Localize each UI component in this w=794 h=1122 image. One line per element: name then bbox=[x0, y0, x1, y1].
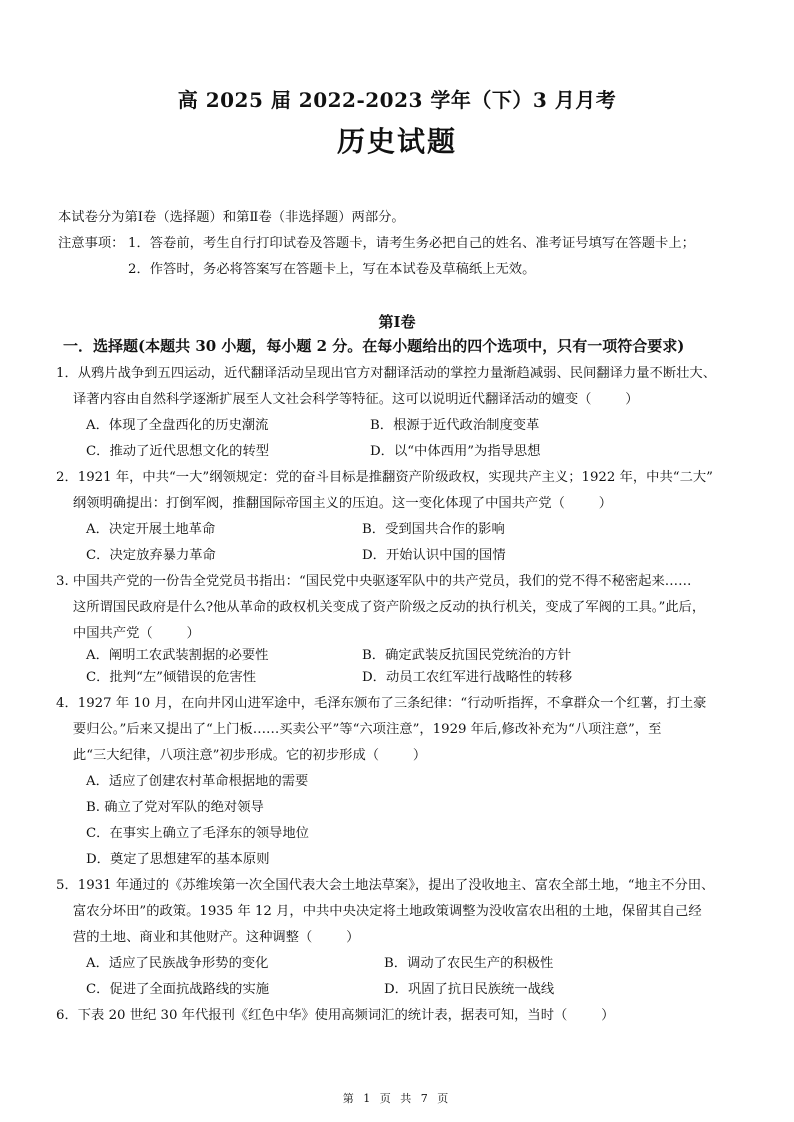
question-stem-line: 纲领明确提出：打倒军阀，推翻国际帝国主义的压迫。这一变化体现了中国共产党（ ） bbox=[56, 496, 613, 511]
option-b: B．受到国共合作的影响 bbox=[362, 522, 505, 537]
option-c: C．促进了全面抗战路线的实施 bbox=[86, 982, 270, 997]
note-1: 1．答卷前，考生自行打印试卷及答题卡，请考生务必把自己的姓名、准考证号填写在答题卡上； bbox=[128, 236, 695, 251]
question-stem-line: 译著内容由自然科学逐渐扩展至人文社会科学等特征。这可以说明近代翻译活动的嬗变（ ） bbox=[56, 392, 639, 407]
question-stem-line: 5．1931 年通过的《苏维埃第一次全国代表大会土地法草案》，提出了没收地主、富农全部土地，“地主不分田、 bbox=[56, 878, 715, 893]
option-b: B．确定武装反抗国民党统治的方针 bbox=[362, 648, 572, 663]
part-heading: 一．选择题(本题共 30 小题，每小题 2 分。在每小题给出的四个选项中，只有一项符合要求) bbox=[63, 337, 685, 355]
question-stem-line: 此“三大纪律，八项注意”初步形成。它的初步形成（ ） bbox=[56, 748, 427, 763]
question-stem-line: 富农分坏田”的政策。1935 年 12 月，中共中央决定将土地政策调整为没收富农出租的土地，保留其自己经 bbox=[56, 904, 702, 919]
option-d: D．奠定了思想建军的基本原则 bbox=[86, 852, 270, 867]
question-stem-line: 中国共产党（ ） bbox=[56, 626, 200, 641]
question-stem-line: 营的土地、商业和其他财产。这种调整（ ） bbox=[56, 930, 360, 945]
option-a: A．阐明工农武装割据的必要性 bbox=[86, 648, 269, 663]
option-d: D．开始认识中国的国情 bbox=[362, 548, 506, 563]
question-stem-line: 3. 中国共产党的一份告全党党员书指出：“国民党中央驱逐军队中的共产党员，我们的党不得不秘密起来…… bbox=[56, 574, 692, 589]
option-b: B．根源于近代政治制度变革 bbox=[370, 418, 540, 433]
option-a: A．决定开展土地革命 bbox=[86, 522, 216, 537]
option-c: C．在事实上确立了毛泽东的领导地位 bbox=[86, 826, 309, 841]
page-number: 第 1 页 共 7 页 bbox=[342, 1092, 452, 1105]
question-stem-line: 1．从鸦片战争到五四运动，近代翻译活动呈现出官方对翻译活动的掌控力量渐趋减弱、民间翻译力量不断壮大、 bbox=[56, 366, 717, 381]
option-c: C．批判“左”倾错误的危害性 bbox=[86, 670, 257, 685]
question-stem-line: 这所谓国民政府是什么?他从革命的政权机关变成了资产阶级之反动的执行机关，变成了军阀的工具。”此后， bbox=[56, 600, 706, 615]
question-stem-line: 要归公。”后来又提出了“上门板……买卖公平”等“六项注意”，1929 年后,修改补充为“八项注意”，至 bbox=[56, 722, 662, 737]
question-stem-line: 2．1921 年，中共“一大”纲领规定：党的奋斗目标是推翻资产阶级政权，实现共产主义；1922 年，中共“二大” bbox=[56, 470, 713, 485]
exam-title: 高 2025 届 2022-2023 学年（下）3 月月考 bbox=[177, 88, 617, 112]
note-2: 2．作答时，务必将答案写在答题卡上，写在本试卷及草稿纸上无效。 bbox=[128, 262, 536, 277]
option-b: B. 确立了党对军队的绝对领导 bbox=[86, 800, 264, 815]
option-c: C．决定放弃暴力革命 bbox=[86, 548, 216, 563]
intro-line: 本试卷分为第Ⅰ卷（选择题）和第Ⅱ卷（非选择题）两部分。 bbox=[58, 210, 405, 225]
option-a: A．适应了创建农村革命根据地的需要 bbox=[86, 774, 309, 789]
notes-label: 注意事项： bbox=[58, 236, 125, 251]
option-a: A．体现了全盘西化的历史潮流 bbox=[86, 418, 269, 433]
option-a: A．适应了民族战争形势的变化 bbox=[86, 956, 269, 971]
volume-title: 第Ⅰ卷 bbox=[378, 313, 416, 331]
option-d: D．巩固了抗日民族统一战线 bbox=[384, 982, 555, 997]
question-stem-line: 6．下表 20 世纪 30 年代报刊《红色中华》使用高频词汇的统计表，据表可知，当时（ ） bbox=[56, 1008, 615, 1023]
question-stem-line: 4．1927 年 10 月，在向井冈山进军途中，毛泽东颁布了三条纪律：“行动听指挥，不拿群众一个红薯，打土豪 bbox=[56, 696, 707, 711]
option-c: C．推动了近代思想文化的转型 bbox=[86, 444, 270, 459]
option-d: D．以“中体西用”为指导思想 bbox=[370, 444, 541, 459]
option-d: D．动员工农红军进行战略性的转移 bbox=[362, 670, 573, 685]
option-b: B．调动了农民生产的积极性 bbox=[384, 956, 554, 971]
subject-title: 历史试题 bbox=[336, 125, 457, 158]
